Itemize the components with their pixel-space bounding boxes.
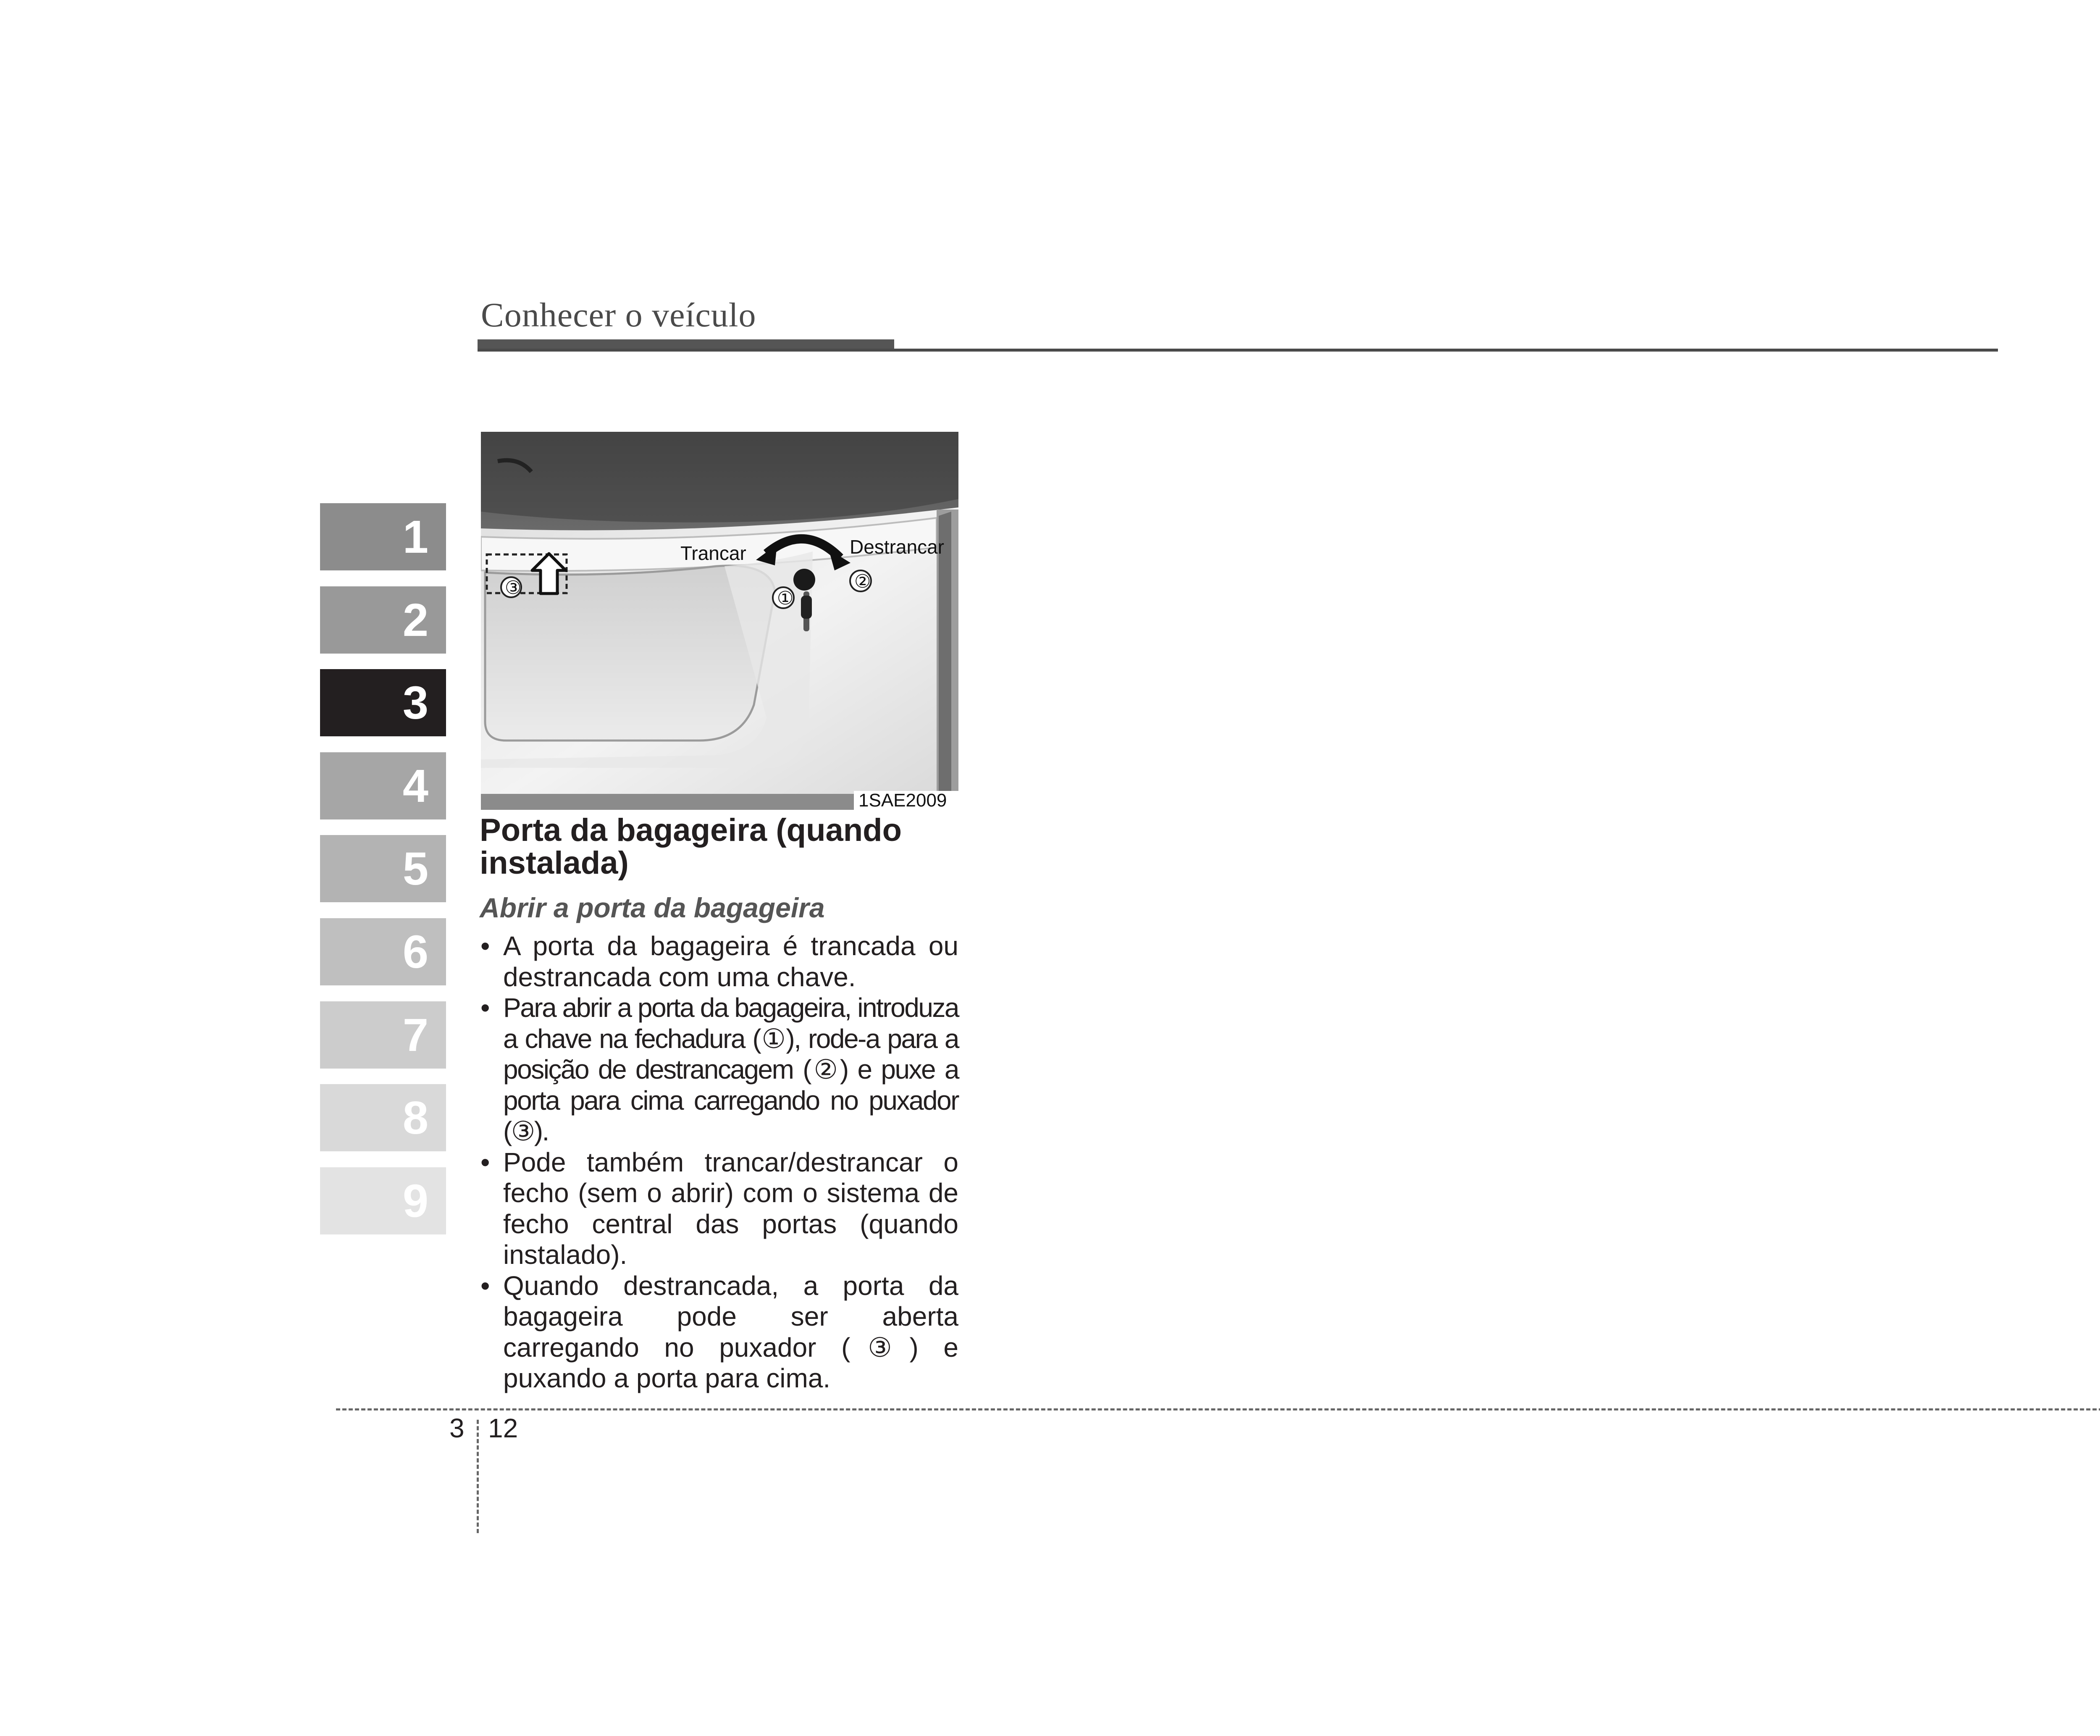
figure-code: 1SAE2009 — [858, 790, 947, 810]
marker-1: ① — [777, 588, 794, 609]
footer-rule — [336, 1408, 2100, 1410]
chapter-tab-1[interactable]: 1 — [320, 503, 446, 570]
chapter-tab-9[interactable]: 9 — [320, 1167, 446, 1234]
chapter-tab-5[interactable]: 5 — [320, 835, 446, 902]
list-item-text: Para abrir a porta da bagageira, introduza a chave na fechadura (①), rode-a para a posição de destrancagem (②) e puxe a porta para cima carregando no puxador (③). — [503, 993, 958, 1146]
chapter-tab-2[interactable]: 2 — [320, 586, 446, 654]
page-chapter-number: 3 — [449, 1413, 465, 1443]
list-item: • A porta da bagageira é trancada ou destrancada com uma chave. — [480, 931, 958, 993]
chapter-tab-3[interactable]: 3 — [320, 669, 446, 736]
chapter-tab-4[interactable]: 4 — [320, 752, 446, 819]
unlock-label: Destrancar — [850, 536, 944, 558]
section-subheading: Abrir a porta da bagageira — [480, 892, 825, 923]
list-item: • Quando destrancada, a porta da bagageira pode ser aberta carregando no puxador (③) e puxando a porta para cima. — [480, 1271, 958, 1394]
section-body — [480, 814, 958, 1394]
page-number: 12 — [488, 1413, 518, 1443]
header-rule — [478, 349, 1998, 352]
marker-3: ③ — [505, 577, 522, 599]
chapter-tab-6[interactable]: 6 — [320, 918, 446, 985]
lock-label: Trancar — [680, 542, 746, 564]
marker-2: ② — [854, 571, 871, 592]
instruction-list — [480, 931, 958, 1394]
footer-divider — [477, 1420, 479, 1533]
tailgate-figure — [481, 432, 958, 810]
section-title: Porta da bagageira (quando instalada) — [480, 812, 902, 881]
tailgate-illustration — [481, 432, 958, 810]
list-item: • Pode também trancar/destrancar o fecho (sem o abrir) com o sistema de fecho central das portas (quando instalado). — [480, 1147, 958, 1271]
chapter-tab-7[interactable]: 7 — [320, 1001, 446, 1069]
page-header-title: Conhecer o veículo — [481, 296, 756, 334]
chapter-tab-8[interactable]: 8 — [320, 1084, 446, 1151]
list-item — [480, 993, 958, 1147]
